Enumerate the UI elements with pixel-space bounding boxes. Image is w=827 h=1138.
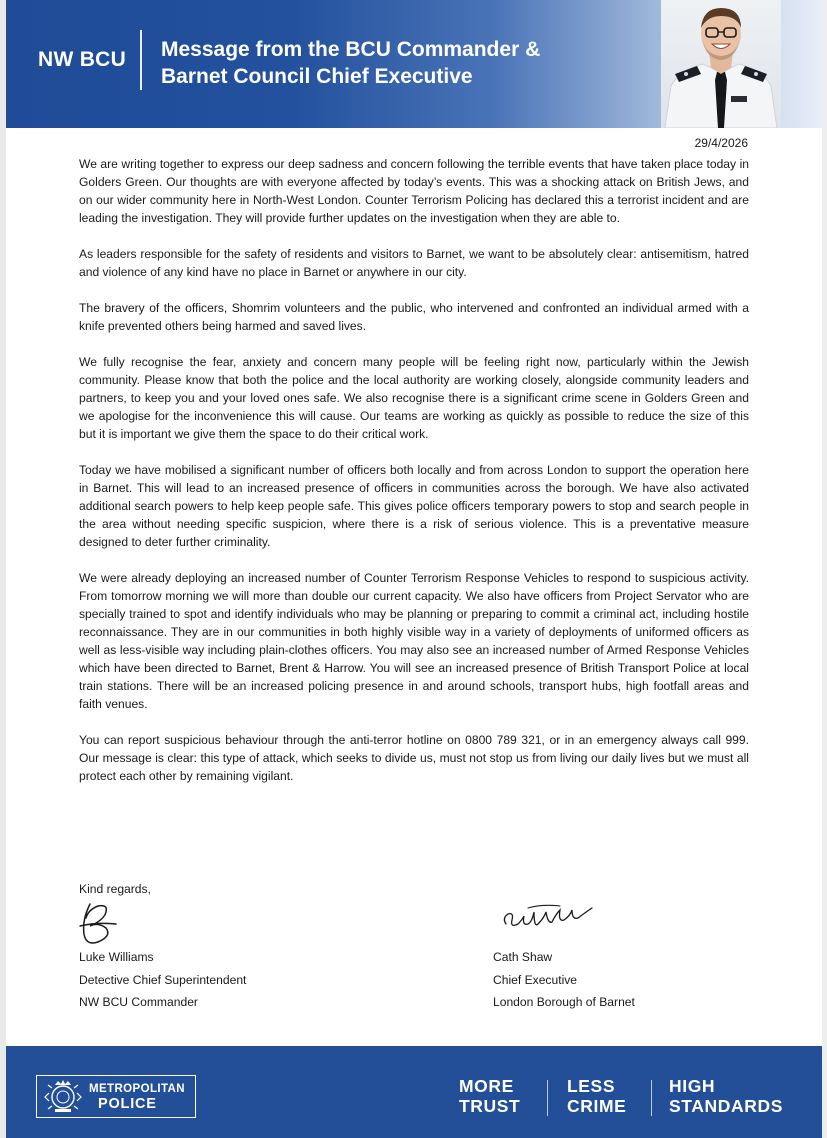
slogan-more-trust [459, 1076, 520, 1116]
slogan-line-1: HIGH [669, 1076, 716, 1096]
slogan-line-1: MORE [459, 1076, 514, 1096]
letter-date: 29/4/2026 [694, 136, 748, 150]
slogan-divider [547, 1080, 548, 1116]
paragraph: We were already deploying an increased number of Counter Terrorism Response Vehicles to respond to suspicious activity. From tomorrow morning we will more than double our current capacity. We also have officers from Project Servator who are specially trained to spot and identify individuals who may be planning or preparing to commit a criminal act, including hostile reconnaissance. They are in our communities in both highly visible way in a variety of deployments of uniformed officers as well as less-visible way including plain-clothes officers. You may also see an increased number of Armed Response Vehicles which have been directed to Barnet, Brent & Harrow. You will see an increased presence of British Transport Police at local train stations. There will be an increased policing presence in and around schools, transport hubs, high footfall areas and faith venues. [79, 571, 749, 711]
slogan-less-crime [567, 1076, 626, 1116]
slogan-line-2: TRUST [459, 1096, 521, 1116]
letter-title [161, 36, 601, 90]
slogan-line-1: LESS [567, 1076, 616, 1096]
paragraph: The bravery of the officers, Shomrim volunteers and the public, who intervened and confronted an individual armed with a knife prevented others being harmed and saved lives. [79, 301, 749, 333]
title-line-2: Barnet Council Chief Executive [161, 65, 473, 88]
title-line-1: Message from the BCU Commander & [161, 38, 541, 61]
commander-portrait [661, 0, 781, 128]
page-right-edge [822, 0, 827, 1138]
paragraph: We are writing together to express our deep sadness and concern following the terrible events that have taken place today in Golders Green. Our thoughts are with everyone affected by today’s events. This was a shocking attack on British Jews, and on our wider community here in North-West London. Counter Terrorism Policing has declared this a terrorist incident and are leading the investigation. They will provide further updates on the investigation when they are able to. [79, 157, 749, 225]
paragraph: You can report suspicious behaviour through the anti-terror hotline on 0800 789 321, or in an emergency always call 999. Our message is clear: this type of attack, which seeks to divide us, must not stop us from living our daily lives but we must all protect each other by remaining vigilant. [79, 733, 749, 783]
met-logo-text [89, 1082, 185, 1112]
slogan-divider [651, 1080, 652, 1116]
signature-cath-shaw [498, 898, 598, 943]
header-divider [140, 30, 142, 90]
letter-body [79, 155, 749, 803]
letter-footer [6, 1046, 822, 1138]
met-logo-line-1: METROPOLITAN [89, 1083, 185, 1095]
paragraph: Today we have mobilised a significant number of officers both locally and from across London to support the operation here in Barnet. This will lead to an increased presence of officers in communities across the borough. We have also activated additional search powers to help keep people safe. This gives police officers temporary powers to stop and search people in the area without needing specific suspicion, where there is a risk of serious violence. This is a preventative measure designed to deter further criminality. [79, 463, 749, 549]
slogan-line-2: STANDARDS [669, 1096, 783, 1116]
paragraph: We fully recognise the fear, anxiety and concern many people will be feeling right now, particularly within the Jewish community. Please know that both the police and the local authority are working closely, alongside community leaders and partners, to keep you and your loved ones safe. We also recognise there is a significant crime scene in Golders Green and we apologise for the inconvenience this will cause. Our teams are working as quickly as possible to reduce the size of this but it is important we give them the space to do their critical work. [79, 355, 749, 441]
paragraph: As leaders responsible for the safety of residents and visitors to Barnet, we want to be absolutely clear: antisemitism, hatred and violence of any kind have no place in Barnet or anywhere in our city. [79, 247, 749, 279]
page-left-edge [0, 0, 6, 1138]
signatory-role: Chief Executive [493, 972, 578, 987]
signatory-name: Luke Williams [79, 950, 154, 964]
signatory-left [79, 946, 246, 1014]
metropolitan-police-logo [36, 1075, 196, 1118]
letter-header [6, 0, 822, 128]
signatory-right [493, 946, 635, 1014]
metropolitan-police-crest-icon [43, 1079, 83, 1118]
closing-salutation: Kind regards, [79, 882, 151, 896]
signatory-name: Cath Shaw [493, 950, 553, 964]
slogan-line-2: CRIME [567, 1096, 627, 1116]
signatory-org: London Borough of Barnet [493, 995, 635, 1009]
slogan-high-standards [669, 1076, 783, 1116]
signature-luke-williams [76, 898, 136, 953]
met-logo-line-2: POLICE [98, 1096, 157, 1112]
signatory-org: NW BCU Commander [79, 995, 198, 1009]
unit-label: NW BCU [38, 48, 127, 71]
signatory-role: Detective Chief Superintendent [79, 972, 247, 987]
